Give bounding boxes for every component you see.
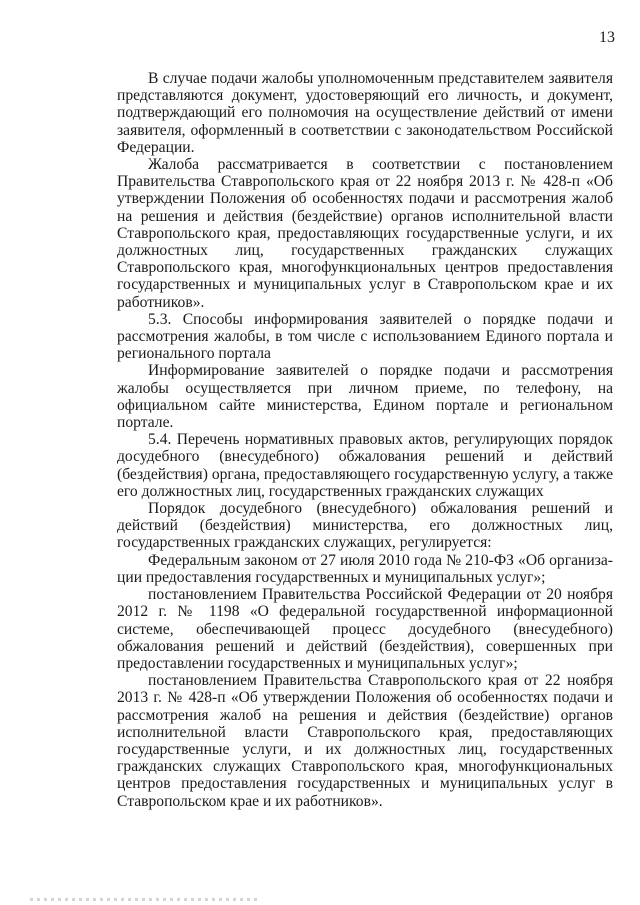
list-item-stavropol-government-resolution: постановлением Правительства Ставропольского края от 22 ноября 2013 г. № 428-п «Об утверждении Положения об особенностях подачи и рассмотрения жалоб на решения и действия (бездействие) органов исполнительной власти Ставропольского края, предоставляющих государственные услуги, и их должностных лиц, государственных гражданских служащих Ставропольского края, многофункциональных центров предоставления государственных и муниципальных услуг в Ставропольском крае и их работников». <box>117 672 613 810</box>
page-number: 13 <box>599 29 615 46</box>
section-5-4-heading: 5.4. Перечень нормативных правовых актов, регулирующих порядок досудебного (внесудебного) обжалования решений и действий (бездействия) органа, предоставляющего государственную услугу, а также его должностных лиц, государственных гражданских служащих <box>117 431 613 500</box>
list-item-rf-government-resolution: постановлением Правительства Российской Федерации от 20 ноября 2012 г. № 1198 «О федеральной государственной информационной системе, обеспечивающей процесс досудебного (внесудебного) обжалования решений и действий (бездействия), совершенных при предоставлении государственных и муниципальных услуг»; <box>117 586 613 672</box>
paragraph-representative-documents: В случае подачи жалобы уполномоченным представителем заявителя представляются документ, удостоверяющий его личность, и документ, подтверждающий его полномочия на осуществление действий от имени заявителя, оформленный в соответствии с законодательством Российской Федерации. <box>117 70 613 156</box>
section-5-3-heading: 5.3. Способы информирования заявителей о порядке подачи и рассмотрения жалобы, в том числе с использованием Единого портала и регионального портала <box>117 310 613 363</box>
list-item-federal-law: Федеральным законом от 27 июля 2010 года № 210-ФЗ «Об организации предоставления государственных и муниципальных услуг»; <box>117 551 613 586</box>
scan-footer-artifact <box>30 898 260 901</box>
paragraph-appeal-procedure: Порядок досудебного (внесудебного) обжалования решений и действий (бездействия) министерства, его должностных лиц, государственных гражданских служащих, регулируется: <box>117 500 613 552</box>
paragraph-informing-applicants: Информирование заявителей о порядке подачи и рассмотрения жалобы осуществляется при личном приеме, по телефону, на официальном сайте министерства, Едином портале и региональном портале. <box>117 362 613 432</box>
paragraph-complaint-consideration: Жалоба рассматривается в соответствии с постановлением Правительства Ставропольского края от 22 ноября 2013 г. № 428-п «Об утверждении Положения об особенностях подачи и рассмотрения жалоб на решения и действия (бездействие) органов исполнительной власти Ставропольского края, предоставляющих государственные услуги, и их должностных лиц, государственных гражданских служащих Ставропольского края, многофункциональных центров предоставления государственных и муниципальных услуг в Ставропольском крае и их работников». <box>117 156 613 311</box>
document-body <box>117 70 613 810</box>
